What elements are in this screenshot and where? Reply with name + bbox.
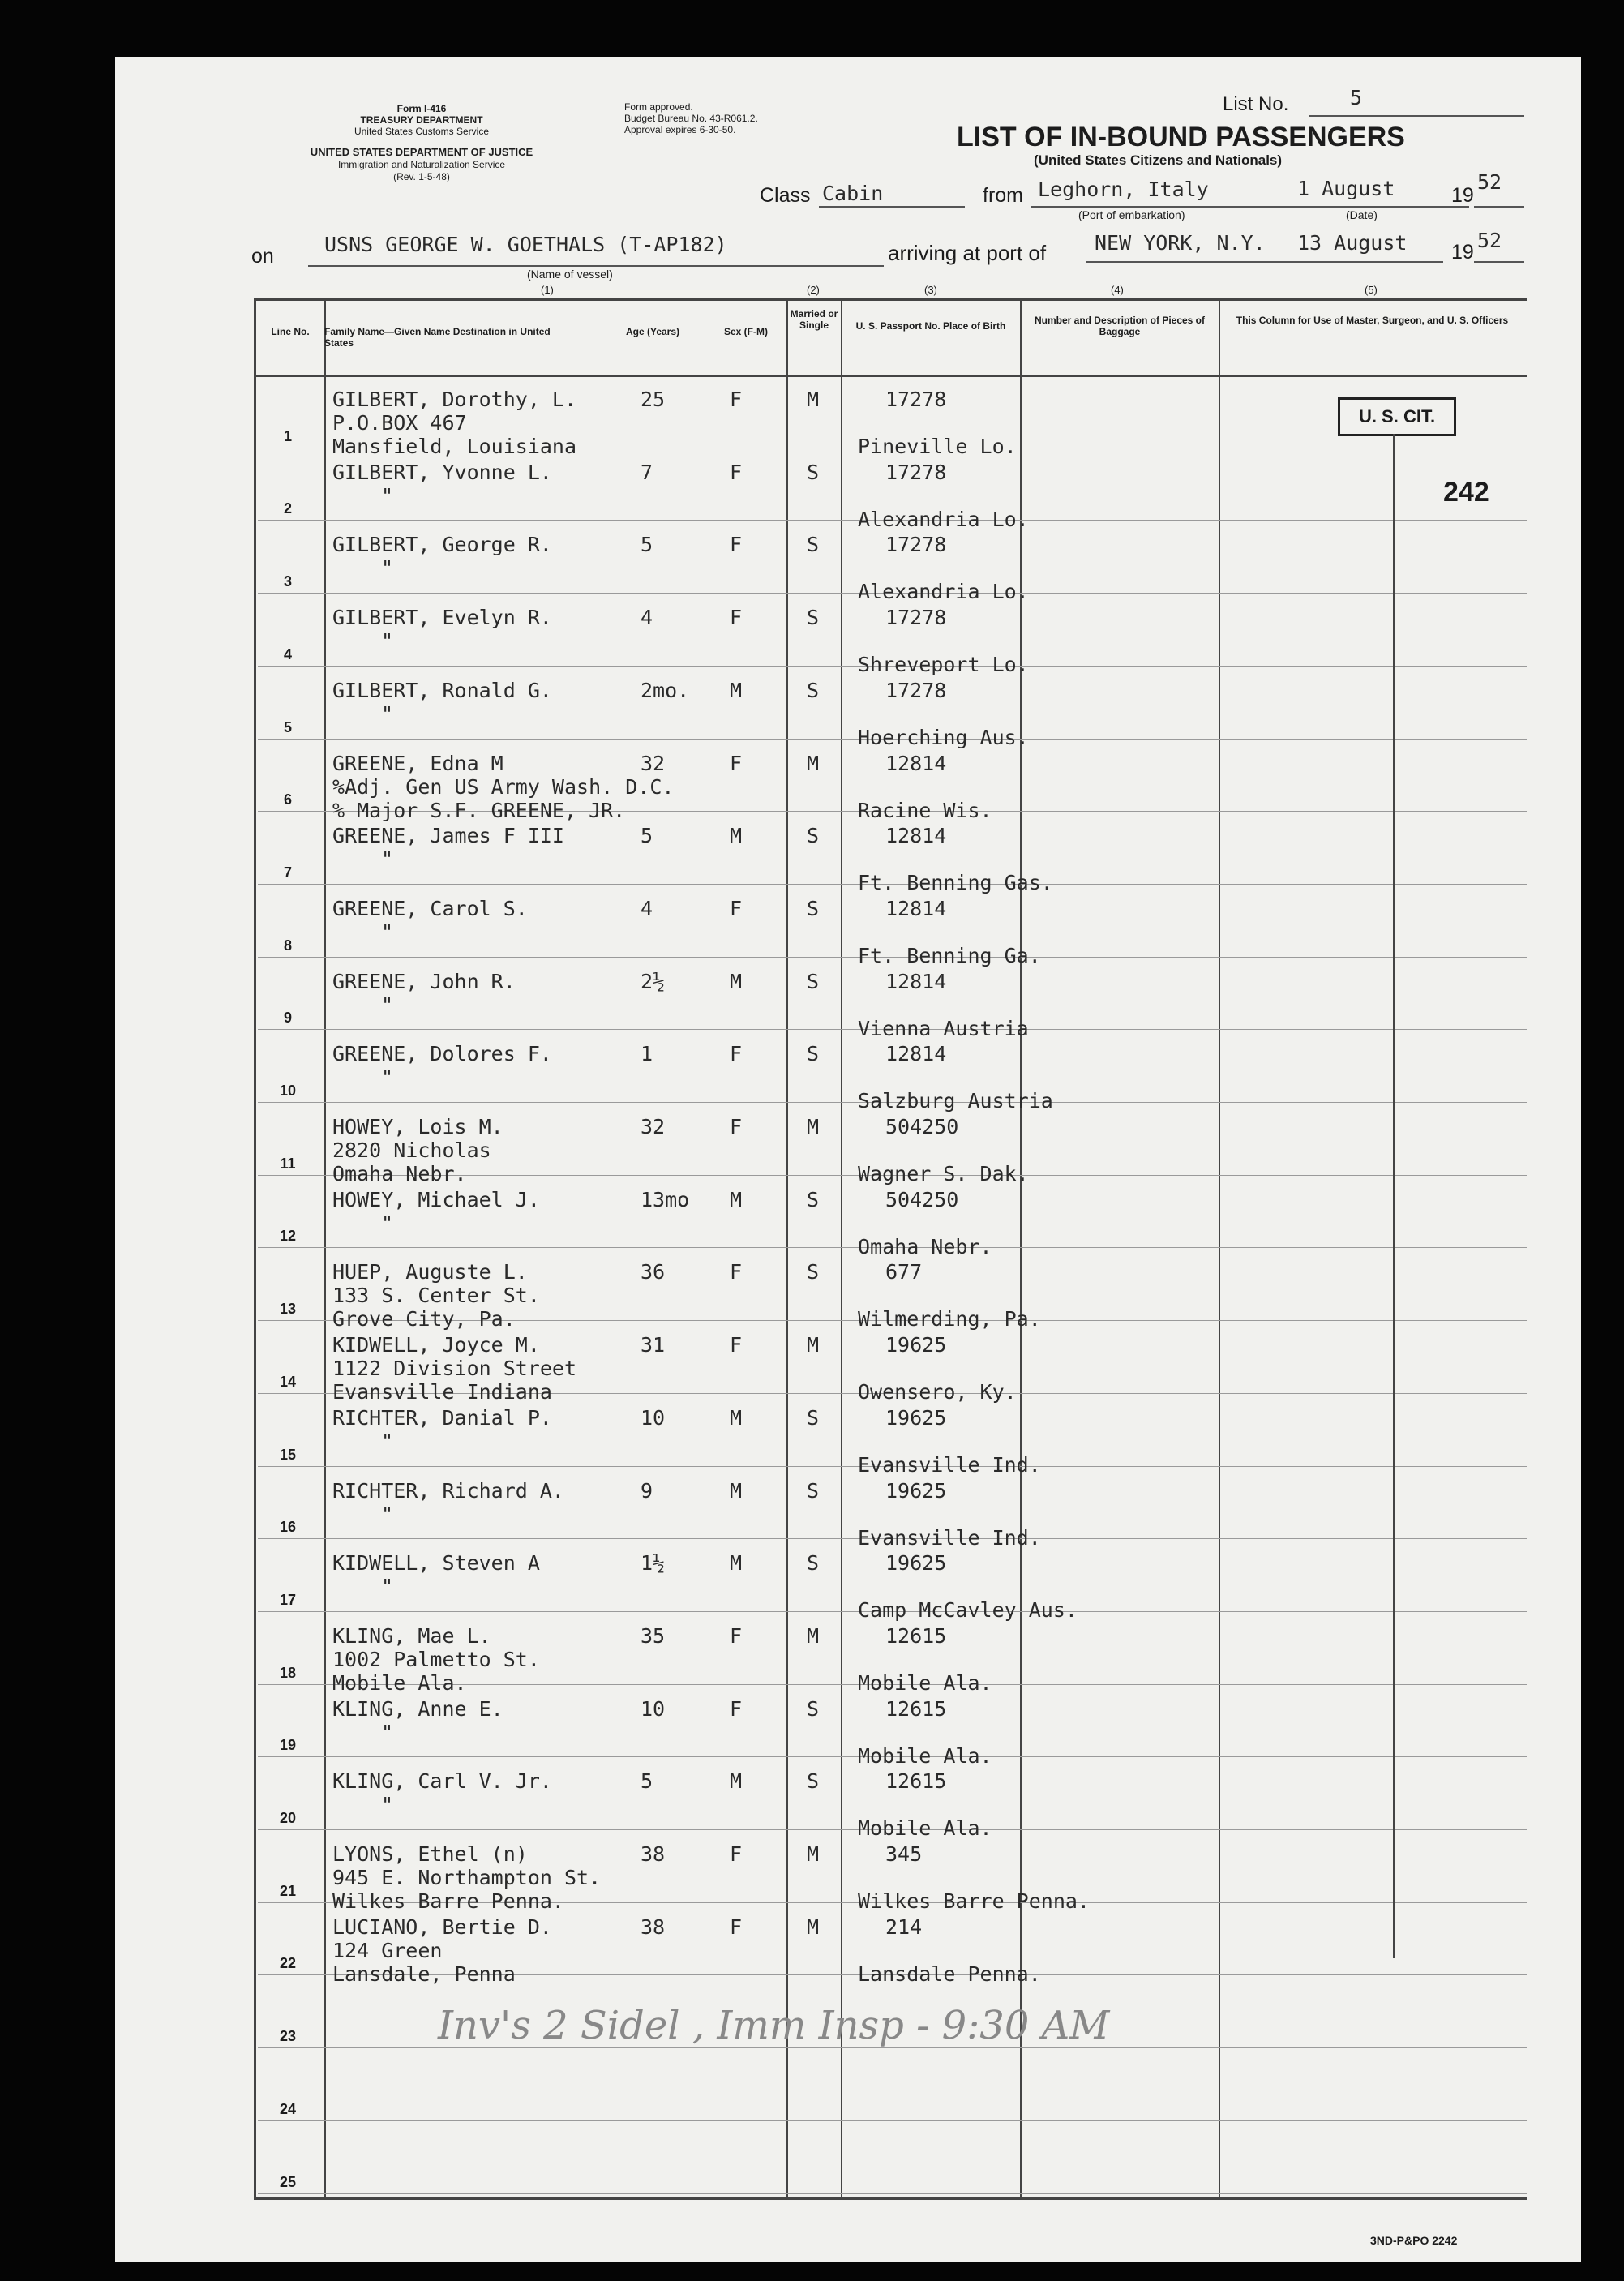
passenger-sex: F xyxy=(730,1260,743,1284)
col-header-baggage: Number and Description of Pieces of Baggage xyxy=(1034,315,1206,337)
passenger-age: 7 xyxy=(641,460,653,484)
passenger-birth: Camp McCavley Aus. xyxy=(858,1598,1078,1623)
passenger-ms: M xyxy=(807,751,820,775)
page-title: LIST OF IN-BOUND PASSENGERS xyxy=(957,122,1405,152)
departure-date: 1 August xyxy=(1297,177,1395,200)
passenger-passport: 12814 xyxy=(885,824,947,848)
passenger-passport: 17278 xyxy=(885,388,947,411)
passenger-ms: M xyxy=(807,1914,820,1939)
line-number: 8 xyxy=(283,937,292,954)
passenger-sex: F xyxy=(730,1115,743,1138)
passenger-sex: M xyxy=(730,1187,743,1211)
col-num-1: (1) xyxy=(541,284,554,296)
passenger-address: %Adj. Gen US Army Wash. D.C. xyxy=(332,774,675,799)
passenger-name: KLING, Anne E. xyxy=(332,1696,503,1721)
passenger-age: 4 xyxy=(641,606,653,630)
passenger-birth: Vienna Austria xyxy=(858,1016,1029,1040)
passenger-sex: M xyxy=(730,1551,743,1576)
passenger-address: 133 S. Center St. xyxy=(332,1284,540,1308)
ditto-mark: " xyxy=(381,701,394,726)
passenger-passport: 19625 xyxy=(885,1551,947,1576)
passenger-passport: 677 xyxy=(885,1260,923,1284)
passenger-passport: 17278 xyxy=(885,606,947,630)
passenger-address: Omaha Nebr. xyxy=(332,1162,467,1186)
passenger-sex: F xyxy=(730,1623,743,1648)
ditto-mark: " xyxy=(381,1502,394,1526)
passenger-birth: Mobile Ala. xyxy=(858,1743,992,1768)
vessel-underline xyxy=(308,265,884,267)
passenger-name: LUCIANO, Bertie D. xyxy=(332,1914,552,1939)
footer-code: 3ND-P&PO 2242 xyxy=(1370,2234,1458,2247)
on-label: on xyxy=(251,245,274,268)
ditto-mark: " xyxy=(381,556,394,581)
passenger-sex: F xyxy=(730,1696,743,1721)
line-number: 12 xyxy=(279,1228,297,1245)
passenger-age: 2½ xyxy=(641,969,666,993)
passenger-passport: 214 xyxy=(885,1914,923,1939)
passenger-birth: Wilkes Barre Penna. xyxy=(858,1889,1090,1913)
line-number: 1 xyxy=(283,427,292,444)
passenger-ms: S xyxy=(807,460,820,484)
passenger-name: HUEP, Auguste L. xyxy=(332,1260,528,1284)
line-number: 11 xyxy=(280,1155,296,1172)
passenger-passport: 504250 xyxy=(885,1115,959,1138)
from-underline xyxy=(1031,206,1469,208)
port-embark-caption: (Port of embarkation) xyxy=(1078,208,1185,221)
passenger-name: GREENE, Dolores F. xyxy=(332,1042,552,1066)
passenger-sex: F xyxy=(730,1914,743,1939)
col-num-4: (4) xyxy=(1111,284,1124,296)
officer-check-line xyxy=(1393,434,1395,1958)
table-top-border xyxy=(254,298,1527,301)
passenger-name: HOWEY, Lois M. xyxy=(332,1115,503,1138)
passenger-birth: Shreveport Lo. xyxy=(858,653,1029,677)
passenger-name: RICHTER, Richard A. xyxy=(332,1478,564,1503)
passenger-address: Mansfield, Louisiana xyxy=(332,435,577,458)
line-number: 7 xyxy=(283,864,292,881)
passenger-ms: S xyxy=(807,1769,820,1794)
passenger-passport: 12814 xyxy=(885,1042,947,1066)
passenger-passport: 12814 xyxy=(885,896,947,920)
row-separator xyxy=(258,2120,1527,2121)
list-no-value: 5 xyxy=(1350,86,1363,109)
passenger-name: GREENE, Edna M xyxy=(332,751,503,775)
passenger-name: GREENE, Carol S. xyxy=(332,896,528,920)
line-number: 16 xyxy=(279,1519,297,1536)
passenger-ms: S xyxy=(807,824,820,848)
passenger-age: 32 xyxy=(641,1115,666,1138)
line-number: 2 xyxy=(283,500,292,517)
passenger-passport: 12814 xyxy=(885,969,947,993)
class-underline xyxy=(819,206,965,208)
passenger-birth: Alexandria Lo. xyxy=(858,580,1029,604)
passenger-age: 32 xyxy=(641,751,666,775)
approval-line: Form approved. xyxy=(624,101,693,113)
line-number: 24 xyxy=(279,2100,297,2117)
passenger-sex: F xyxy=(730,1042,743,1066)
passenger-birth: Alexandria Lo. xyxy=(858,507,1029,531)
col-header-passport: U. S. Passport No. Place of Birth xyxy=(855,320,1006,332)
treasury-dept: TREASURY DEPARTMENT xyxy=(360,114,483,126)
passenger-name: KLING, Carl V. Jr. xyxy=(332,1769,552,1794)
from-value: Leghorn, Italy xyxy=(1038,178,1209,201)
passenger-name: GILBERT, Dorothy, L. xyxy=(332,388,577,411)
passenger-ms: M xyxy=(807,1842,820,1866)
page-number: 242 xyxy=(1443,477,1489,508)
passenger-passport: 345 xyxy=(885,1842,923,1866)
line-number: 20 xyxy=(279,1810,297,1826)
row-separator xyxy=(258,2193,1527,2194)
passenger-ms: M xyxy=(807,1333,820,1357)
line-number: 9 xyxy=(283,1010,292,1027)
class-value: Cabin xyxy=(822,182,884,205)
ditto-mark: " xyxy=(381,1720,394,1744)
passenger-birth: Owensero, Ky. xyxy=(858,1380,1017,1404)
class-label: Class xyxy=(760,184,811,207)
passenger-ms: S xyxy=(807,1260,820,1284)
passenger-sex: M xyxy=(730,824,743,848)
customs-service: United States Customs Service xyxy=(354,126,490,137)
passenger-name: RICHTER, Danial P. xyxy=(332,1405,552,1430)
passenger-ms: S xyxy=(807,1478,820,1503)
passenger-age: 1½ xyxy=(641,1551,666,1576)
passenger-address: Lansdale, Penna xyxy=(332,1962,516,1986)
col-num-3: (3) xyxy=(924,284,937,296)
passenger-ms: S xyxy=(807,969,820,993)
col-num-2: (2) xyxy=(807,284,820,296)
passenger-name: LYONS, Ethel (n) xyxy=(332,1842,528,1866)
year-underline-2 xyxy=(1474,261,1524,263)
passenger-age: 1 xyxy=(641,1042,653,1066)
passenger-birth: Wilmerding, Pa. xyxy=(858,1307,1041,1331)
page-subtitle: (United States Citizens and Nationals) xyxy=(1034,152,1283,168)
passenger-sex: M xyxy=(730,1769,743,1794)
passenger-birth: Racine Wis. xyxy=(858,798,992,822)
col-header-sex: Sex (F-M) xyxy=(724,326,768,337)
passenger-name: KIDWELL, Joyce M. xyxy=(332,1333,540,1357)
line-number: 4 xyxy=(283,645,292,662)
passenger-birth: Mobile Ala. xyxy=(858,1670,992,1695)
passenger-age: 5 xyxy=(641,1769,653,1794)
table-bottom-border xyxy=(254,2197,1527,2200)
passenger-name: KLING, Mae L. xyxy=(332,1623,491,1648)
passenger-address: Mobile Ala. xyxy=(332,1670,467,1695)
col-num-5: (5) xyxy=(1365,284,1378,296)
passenger-sex: F xyxy=(730,606,743,630)
date-caption: (Date) xyxy=(1346,208,1378,221)
passenger-age: 13mo xyxy=(641,1187,690,1211)
passenger-name: GILBERT, Ronald G. xyxy=(332,678,552,702)
ditto-mark: " xyxy=(381,1065,394,1090)
year-underline-1 xyxy=(1474,206,1524,208)
approval-expires: Approval expires 6-30-50. xyxy=(624,124,736,135)
passenger-address: 945 E. Northampton St. xyxy=(332,1866,602,1889)
passenger-passport: 12615 xyxy=(885,1623,947,1648)
passenger-ms: S xyxy=(807,1551,820,1576)
passenger-ms: S xyxy=(807,1696,820,1721)
passenger-birth: Ft. Benning Gas. xyxy=(858,871,1053,895)
passenger-address: 124 Green xyxy=(332,1938,443,1962)
passenger-age: 36 xyxy=(641,1260,666,1284)
line-number: 5 xyxy=(283,718,292,735)
year-prefix-2: 19 xyxy=(1451,241,1474,264)
passenger-birth: Mobile Ala. xyxy=(858,1816,992,1841)
table-left-border xyxy=(254,298,256,2197)
list-no-underline xyxy=(1309,115,1524,117)
passenger-passport: 19625 xyxy=(885,1405,947,1430)
passenger-age: 35 xyxy=(641,1623,666,1648)
ditto-mark: " xyxy=(381,993,394,1017)
passenger-age: 38 xyxy=(641,1842,666,1866)
passenger-age: 5 xyxy=(641,533,653,557)
line-number: 6 xyxy=(283,791,292,808)
vessel-caption: (Name of vessel) xyxy=(527,268,613,281)
passenger-sex: F xyxy=(730,1333,743,1357)
passenger-name: GILBERT, Yvonne L. xyxy=(332,460,552,484)
line-number: 3 xyxy=(283,573,292,590)
passenger-address: Wilkes Barre Penna. xyxy=(332,1889,564,1913)
line-number: 10 xyxy=(279,1083,297,1099)
table-header-border xyxy=(254,375,1527,377)
passenger-ms: S xyxy=(807,1042,820,1066)
budget-bureau: Budget Bureau No. 43-R061.2. xyxy=(624,113,758,124)
passenger-passport: 17278 xyxy=(885,460,947,484)
passenger-sex: M xyxy=(730,678,743,702)
year-suffix-2: 52 xyxy=(1477,229,1502,252)
passenger-name: GILBERT, Evelyn R. xyxy=(332,606,552,630)
passenger-address: 1002 Palmetto St. xyxy=(332,1647,540,1671)
passenger-passport: 12615 xyxy=(885,1696,947,1721)
passenger-birth: Wagner S. Dak. xyxy=(858,1162,1029,1186)
passenger-address: 2820 Nicholas xyxy=(332,1138,491,1162)
col-header-line: Line No. xyxy=(271,326,310,337)
passenger-sex: F xyxy=(730,460,743,484)
ditto-mark: " xyxy=(381,1429,394,1453)
passenger-birth: Pineville Lo. xyxy=(858,435,1017,458)
citizen-stamp: U. S. CIT. xyxy=(1338,397,1456,436)
passenger-ms: M xyxy=(807,388,820,411)
passenger-birth: Salzburg Austria xyxy=(858,1089,1053,1113)
line-number: 17 xyxy=(279,1591,297,1608)
passenger-ms: M xyxy=(807,1115,820,1138)
passenger-name: GILBERT, George R. xyxy=(332,533,552,557)
year-suffix-1: 52 xyxy=(1477,170,1502,194)
passenger-name: HOWEY, Michael J. xyxy=(332,1187,540,1211)
passenger-name: KIDWELL, Steven A xyxy=(332,1551,540,1576)
line-number: 18 xyxy=(279,1664,297,1681)
passenger-address: 1122 Division Street xyxy=(332,1357,577,1381)
passenger-ms: S xyxy=(807,1405,820,1430)
vessel-name: USNS GEORGE W. GOETHALS (T-AP182) xyxy=(324,233,727,256)
passenger-age: 9 xyxy=(641,1478,653,1503)
passenger-age: 25 xyxy=(641,388,666,411)
passenger-age: 31 xyxy=(641,1333,666,1357)
passenger-birth: Ft. Benning Ga. xyxy=(858,943,1041,967)
form-number: Form I-416 xyxy=(396,103,447,114)
passenger-sex: M xyxy=(730,969,743,993)
ditto-mark: " xyxy=(381,483,394,508)
passenger-age: 4 xyxy=(641,896,653,920)
passenger-birth: Evansville Ind. xyxy=(858,1525,1041,1550)
line-number: 13 xyxy=(279,1301,297,1318)
passenger-passport: 17278 xyxy=(885,678,947,702)
passenger-age: 10 xyxy=(641,1405,666,1430)
line-number: 15 xyxy=(279,1446,297,1463)
passenger-ms: S xyxy=(807,1187,820,1211)
passenger-age: 5 xyxy=(641,824,653,848)
passenger-sex: F xyxy=(730,1842,743,1866)
passenger-sex: F xyxy=(730,751,743,775)
passenger-address: Evansville Indiana xyxy=(332,1380,552,1404)
arrival-underline xyxy=(1086,261,1443,263)
passenger-passport: 19625 xyxy=(885,1333,947,1357)
line-number: 23 xyxy=(279,2028,297,2045)
passenger-ms: S xyxy=(807,533,820,557)
passenger-name: GREENE, John R. xyxy=(332,969,516,993)
passenger-age: 10 xyxy=(641,1696,666,1721)
revision: (Rev. 1-5-48) xyxy=(393,171,450,182)
col-header-age: Age (Years) xyxy=(625,326,680,337)
line-number: 14 xyxy=(279,1373,297,1390)
justice-dept: UNITED STATES DEPARTMENT OF JUSTICE xyxy=(310,146,533,158)
year-prefix-1: 19 xyxy=(1451,184,1474,207)
ins-service: Immigration and Naturalization Service xyxy=(337,159,506,170)
passenger-birth: Lansdale Penna. xyxy=(858,1962,1041,1986)
inspector-note: Inv's 2 Sidel , Imm Insp - 9:30 AM xyxy=(438,2003,1110,2048)
passenger-birth: Hoerching Aus. xyxy=(858,725,1029,749)
passenger-address: P.O.BOX 467 xyxy=(332,411,467,435)
passenger-sex: M xyxy=(730,1478,743,1503)
passenger-birth: Omaha Nebr. xyxy=(858,1234,992,1258)
ditto-mark: " xyxy=(381,629,394,654)
passenger-sex: F xyxy=(730,533,743,557)
passenger-passport: 504250 xyxy=(885,1187,959,1211)
line-number: 22 xyxy=(279,1955,297,1972)
passenger-sex: F xyxy=(730,388,743,411)
line-number: 25 xyxy=(279,2173,297,2190)
arriving-label: arriving at port of xyxy=(888,241,1047,265)
passenger-passport: 17278 xyxy=(885,533,947,557)
passenger-age: 2mo. xyxy=(641,678,690,702)
passenger-passport: 19625 xyxy=(885,1478,947,1503)
passenger-ms: S xyxy=(807,606,820,630)
arrival-port: NEW YORK, N.Y. xyxy=(1095,231,1266,255)
passenger-name: GREENE, James F III xyxy=(332,824,564,848)
ditto-mark: " xyxy=(381,1793,394,1817)
passenger-age: 38 xyxy=(641,1914,666,1939)
ditto-mark: " xyxy=(381,1211,394,1235)
passenger-address: % Major S.F. GREENE, JR. xyxy=(332,798,626,822)
ditto-mark: " xyxy=(381,920,394,944)
passenger-ms: S xyxy=(807,678,820,702)
passenger-sex: F xyxy=(730,896,743,920)
passenger-ms: M xyxy=(807,1623,820,1648)
passenger-address: Grove City, Pa. xyxy=(332,1307,516,1331)
list-no-label: List No. xyxy=(1223,93,1289,115)
ditto-mark: " xyxy=(381,847,394,872)
passenger-sex: M xyxy=(730,1405,743,1430)
col-header-name: Family Name—Given Name Destination in United States xyxy=(324,326,551,349)
passenger-birth: Evansville Ind. xyxy=(858,1452,1041,1477)
line-number: 19 xyxy=(279,1737,297,1754)
col-header-officers: This Column for Use of Master, Surgeon, and U. S. Officers xyxy=(1236,315,1509,326)
passenger-passport: 12814 xyxy=(885,751,947,775)
passenger-passport: 12615 xyxy=(885,1769,947,1794)
col-header-married: Married or Single xyxy=(790,308,838,331)
passenger-ms: S xyxy=(807,896,820,920)
line-number: 21 xyxy=(279,1882,297,1899)
ditto-mark: " xyxy=(381,1575,394,1599)
from-label: from xyxy=(983,184,1023,207)
arrival-date: 13 August xyxy=(1297,231,1408,255)
